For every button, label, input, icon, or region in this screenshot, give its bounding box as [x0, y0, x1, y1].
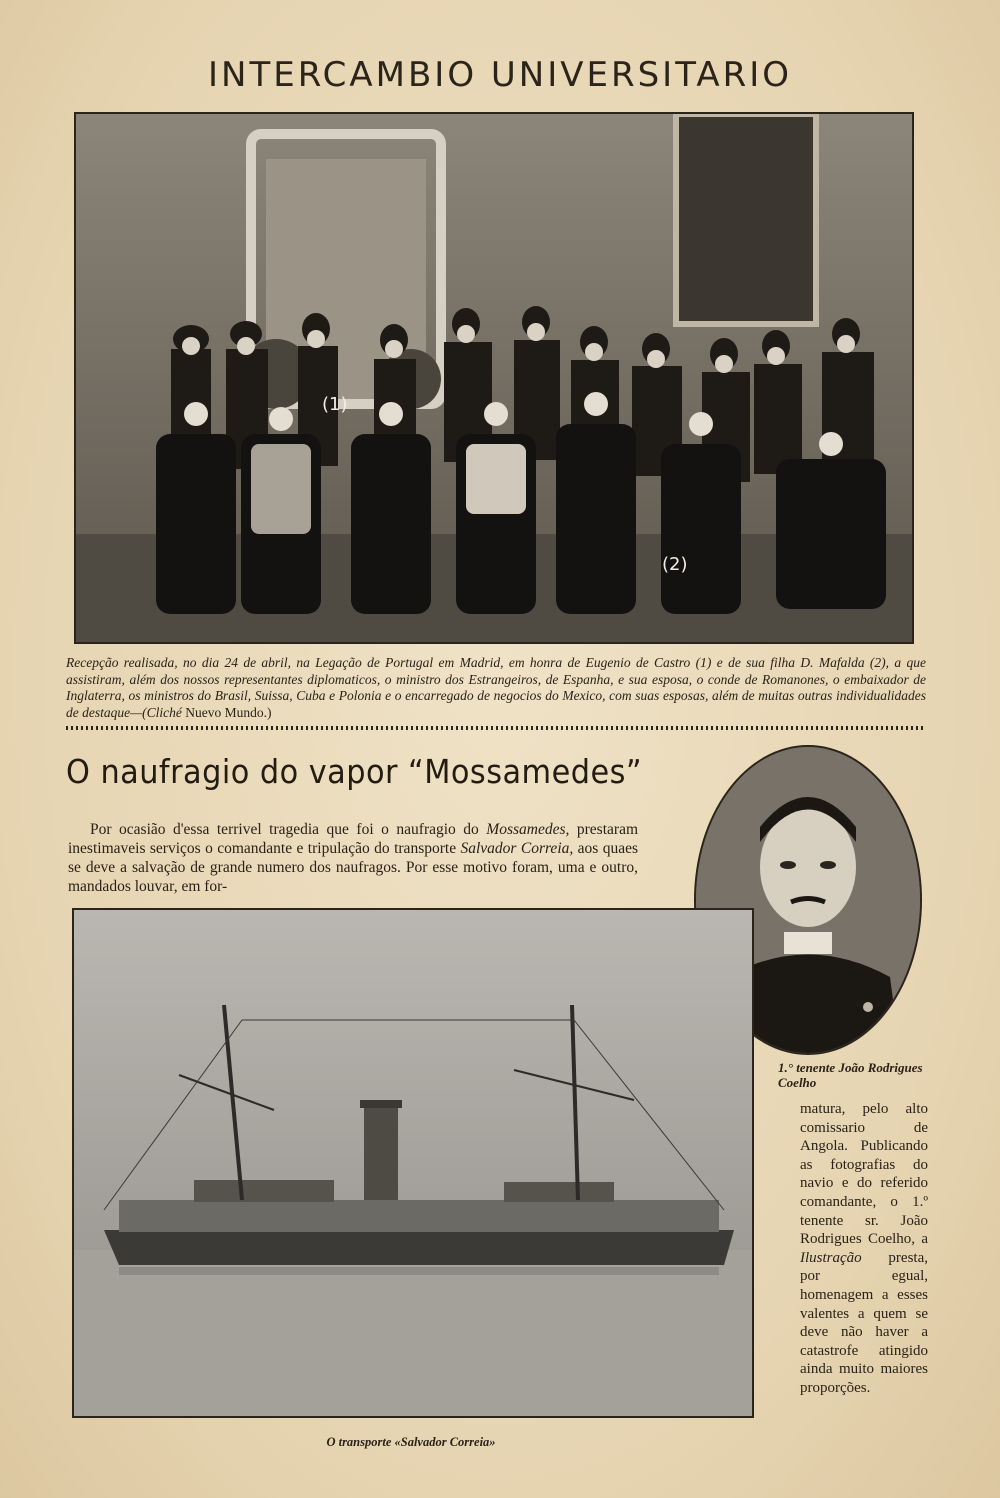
- reception-photo-image: [76, 114, 912, 642]
- intro-ship-name: Mossamedes,: [486, 821, 570, 838]
- ship-photo: [72, 908, 754, 1418]
- ship-caption: O transporte «Salvador Correia»: [326, 1435, 496, 1449]
- reception-photo: [74, 112, 914, 644]
- side-part: matura, pelo alto comissario de Angola. Publicando as fotografias do navio e do referido comandante, o 1.º tenente sr. João Rodrigues Coelho, a: [800, 1101, 928, 1248]
- marker-2: (2): [662, 554, 688, 575]
- article-headline: O naufragio do vapor “Mossamedes”: [66, 752, 643, 791]
- marker-1: (1): [322, 394, 348, 415]
- intro-part: prestaram inestimaveis serviços o comandante e tripulação do transporte: [68, 821, 638, 857]
- reception-caption-credit: Nuevo Mundo.): [185, 704, 272, 720]
- intro-transport-name: Salvador Correia,: [460, 840, 574, 857]
- page-header-title: INTERCAMBIO UNIVERSITARIO: [207, 55, 793, 95]
- article-side-column: [800, 1100, 928, 1398]
- intro-part: Por ocasião d'essa terrivel tragedia que foi o naufragio do: [90, 821, 487, 838]
- intro-part: aos quaes se deve a salvação de grande numero dos naufragos. Por esse motivo foram, uma e outro, mandados louvar, em for-: [68, 840, 639, 895]
- reception-photo-caption: [66, 655, 926, 721]
- ship-photo-image: [74, 910, 752, 1416]
- section-divider: [66, 726, 924, 730]
- reception-caption-text: Recepção realisada, no dia 24 de abril, na Legação de Portugal em Madrid, em honra de Eugenio de Castro (1) e de sua filha D. Mafalda (2), a que assistiram, além dos nossos representantes diplomaticos, o ministro dos Estrangeiros, de Espanha, e sua esposa, o conde de Romanones, o embaixador de Inglaterra, os ministros do Brasil, Suissa, Cuba e Polonia e o encarregado de negocios do Mexico, com suas esposas, além de muitas outras individualidades de destaque—(Cliché: [66, 655, 926, 720]
- side-magazine-name: Ilustração: [800, 1249, 862, 1266]
- portrait-caption: 1.° tenente João Rodrigues Coelho: [778, 1060, 923, 1090]
- article-intro-paragraph: [68, 820, 638, 896]
- side-part: presta, por egual, homenagem a esses valentes a quem se deve não haver a catastrofe atingido ainda muito maiores proporções.: [800, 1249, 928, 1396]
